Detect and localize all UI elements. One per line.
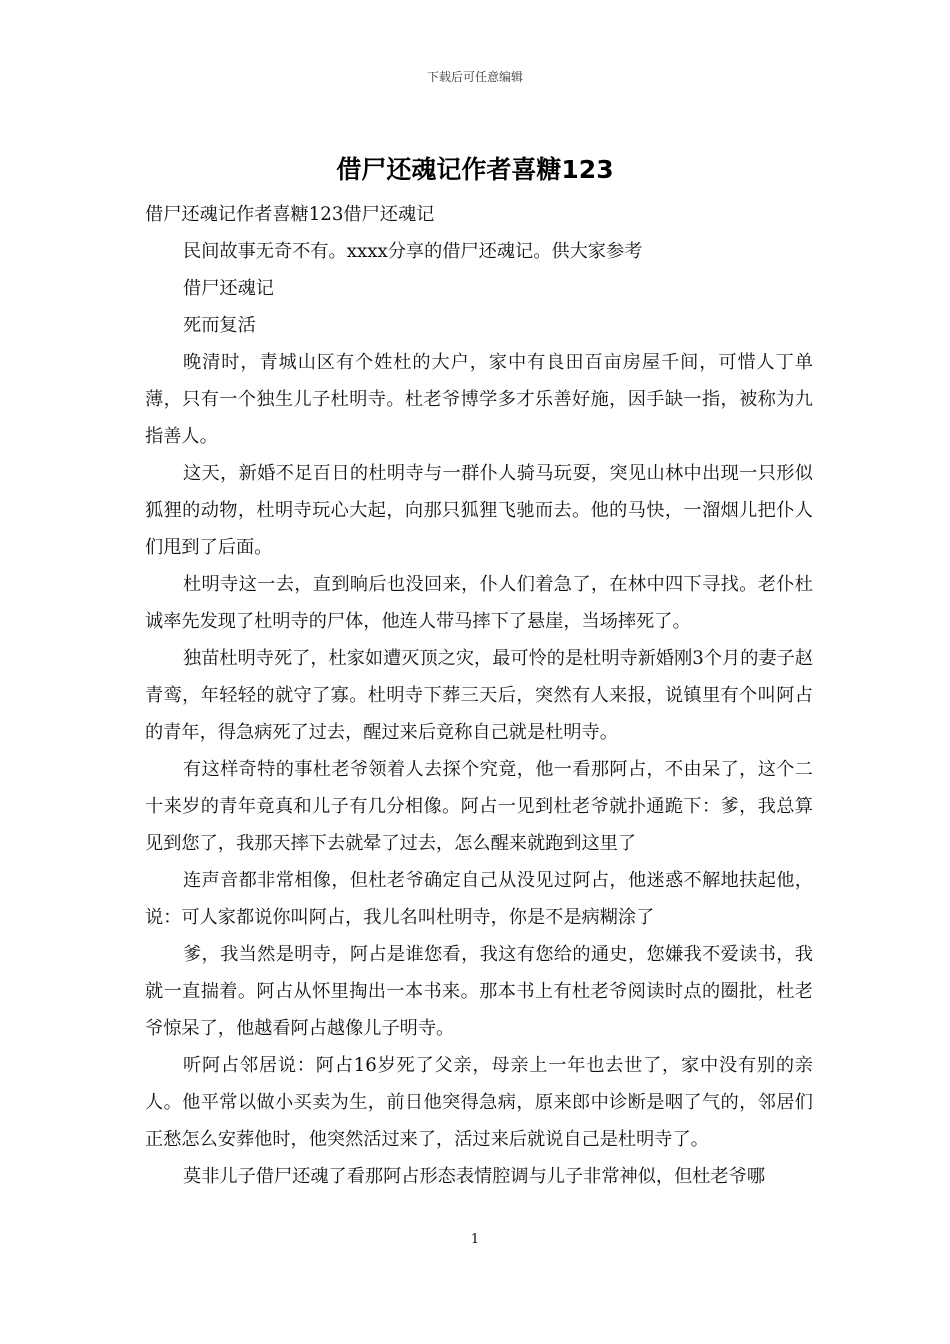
paragraph: 爹，我当然是明寺，阿占是谁您看，我这有您给的通史，您嫌我不爱读书，我就一直揣着。阿占从怀里掏出一本书来。那本书上有杜老爷阅读时点的圈批，杜老爷惊呆了，他越看阿占越像儿子明寺。	[145, 944, 813, 1039]
paragraph: 杜明寺这一去，直到晌后也没回来，仆人们着急了，在林中四下寻找。老仆杜诚率先发现了杜明寺的尸体，他连人带马摔下了悬崖，当场摔死了。	[145, 574, 813, 632]
document-title: 借尸还魂记作者喜糖123	[336, 155, 614, 184]
document-body	[145, 196, 813, 1195]
paragraph-heading: 借尸还魂记	[183, 278, 274, 299]
paragraph: 民间故事无奇不有。xxxx分享的借尸还魂记。供大家参考	[183, 241, 643, 262]
paragraph-heading: 死而复活	[183, 315, 256, 336]
paragraph: 听阿占邻居说：阿占16岁死了父亲，母亲上一年也去世了，家中没有别的亲人。他平常以做小买卖为生，前日他突得急病，原来郎中诊断是咽了气的，邻居们正愁怎么安葬他时，他突然活过来了，活过来后就说自己是杜明寺了。	[145, 1055, 813, 1150]
paragraph: 独苗杜明寺死了，杜家如遭灭顶之灾，最可怜的是杜明寺新婚刚3个月的妻子赵青鸾，年轻轻的就守了寡。杜明寺下葬三天后，突然有人来报，说镇里有个叫阿占的青年，得急病死了过去，醒过来后竟称自己就是杜明寺。	[145, 648, 813, 743]
paragraph: 晚清时，青城山区有个姓杜的大户，家中有良田百亩房屋千间，可惜人丁单薄，只有一个独生儿子杜明寺。杜老爷博学多才乐善好施，因手缺一指，被称为九指善人。	[145, 352, 813, 447]
paragraph: 有这样奇特的事杜老爷领着人去探个究竟，他一看那阿占，不由呆了，这个二十来岁的青年竟真和儿子有几分相像。阿占一见到杜老爷就扑通跪下：爹，我总算见到您了，我那天摔下去就晕了过去，怎么醒来就跑到这里了	[145, 759, 813, 854]
paragraph: 莫非儿子借尸还魂了看那阿占形态表情腔调与儿子非常神似，但杜老爷哪	[183, 1166, 766, 1187]
paragraph: 连声音都非常相像，但杜老爷确定自己从没见过阿占，他迷惑不解地扶起他，说：可人家都说你叫阿占，我儿名叫杜明寺，你是不是病糊涂了	[145, 870, 813, 928]
page-number: 1	[470, 1232, 480, 1247]
paragraph: 这天，新婚不足百日的杜明寺与一群仆人骑马玩耍，突见山林中出现一只形似狐狸的动物，杜明寺玩心大起，向那只狐狸飞驰而去。他的马快，一溜烟儿把仆人们甩到了后面。	[145, 463, 813, 558]
header-note: 下载后可任意编辑	[426, 70, 523, 84]
paragraph-subtitle: 借尸还魂记作者喜糖123借尸还魂记	[145, 204, 435, 225]
